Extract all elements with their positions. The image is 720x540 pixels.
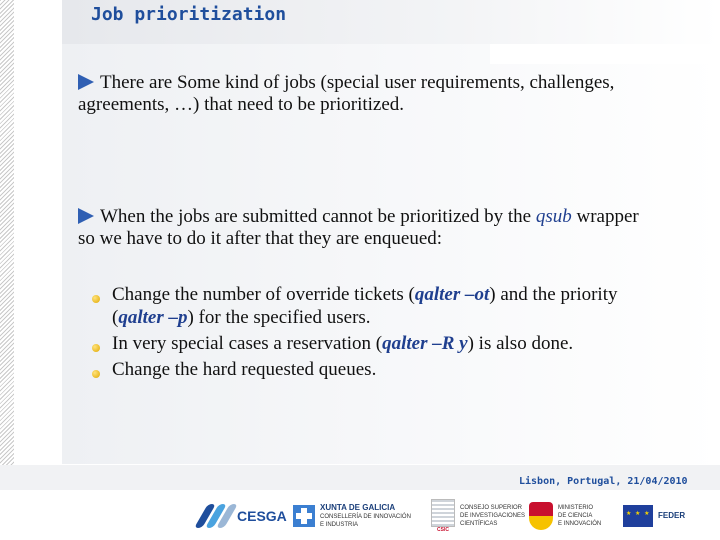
paragraph-2-text-b: wrapper so we have to do it after that they are enqueued: — [78, 206, 639, 249]
paragraph-1-text: There are Some kind of jobs (special user requirements, challenges, agreements, …) that need to be prioritized. — [78, 72, 615, 115]
bullet-1-text-c: ) for the specified users. — [187, 307, 371, 328]
bullet-3-text: Change the hard requested queues. — [112, 359, 377, 380]
slide-title: Job prioritization — [91, 4, 287, 25]
decorative-stripes — [0, 0, 14, 480]
xunta-text — [320, 504, 411, 529]
paragraph-1 — [78, 72, 638, 116]
xunta-name: XUNTA DE GALICIA — [320, 502, 396, 512]
ministerio-line3: E INNOVACIÓN — [558, 521, 602, 527]
ministerio-line1: MINISTERIO — [558, 505, 594, 511]
bullet-dot-icon — [92, 344, 100, 352]
csic-line2: DE INVESTIGACIONES — [460, 513, 526, 519]
list-item — [92, 332, 672, 355]
csic-building-icon — [431, 499, 455, 527]
feder-name: FEDER — [658, 510, 686, 520]
cesga-logo — [197, 498, 287, 534]
list-item — [92, 283, 672, 329]
arrow-bullet-icon — [78, 74, 94, 90]
ministerio-logo — [529, 498, 601, 534]
qalter-ot-code: qalter –ot — [414, 284, 490, 305]
csic-line1: CONSEJO SUPERIOR — [460, 505, 523, 511]
bullet-2-text-b: ) is also done. — [467, 333, 574, 354]
cesga-mark-icon — [197, 505, 231, 527]
bullet-1-text-b: ) and the priority ( — [112, 284, 618, 328]
ministerio-line2: DE CIENCIA — [558, 513, 593, 519]
xunta-logo — [293, 498, 411, 534]
coat-of-arms-icon — [529, 502, 553, 530]
bullet-1-text-a: Change the number of override tickets ( — [112, 284, 415, 305]
paragraph-2 — [78, 206, 658, 250]
panel-notch — [490, 44, 720, 64]
bullet-dot-icon — [92, 295, 100, 303]
xunta-sub1: CONSELLERÍA DE INNOVACIÓN — [320, 513, 411, 520]
list-item — [92, 358, 672, 381]
eu-flag-icon — [623, 505, 653, 527]
csic-text — [460, 504, 525, 528]
qalter-r-code: qalter –R y — [382, 333, 468, 354]
ministerio-text — [558, 504, 601, 528]
csic-tag: CSIC — [437, 527, 449, 533]
csic-line3: CIENTÍFICAS — [460, 521, 498, 527]
cesga-text: CESGA — [237, 508, 287, 524]
csic-mark — [431, 499, 455, 533]
sub-bullet-list — [92, 283, 672, 384]
xunta-cross-icon — [293, 505, 315, 527]
bullet-2-text-a: In very special cases a reservation ( — [112, 333, 383, 354]
feder-logo — [623, 498, 685, 534]
bullet-dot-icon — [92, 370, 100, 378]
footer-date: Lisbon, Portugal, 21/04/2010 — [519, 476, 688, 487]
logo-strip — [185, 494, 720, 540]
arrow-bullet-icon — [78, 208, 94, 224]
qsub-code: qsub — [535, 206, 572, 227]
paragraph-2-text-a: When the jobs are submitted cannot be prioritized by the — [100, 206, 536, 227]
qalter-p-code: qalter –p — [118, 307, 188, 328]
feder-text — [658, 512, 685, 521]
csic-logo — [431, 498, 525, 534]
xunta-sub2: E INDUSTRIA — [320, 521, 359, 528]
